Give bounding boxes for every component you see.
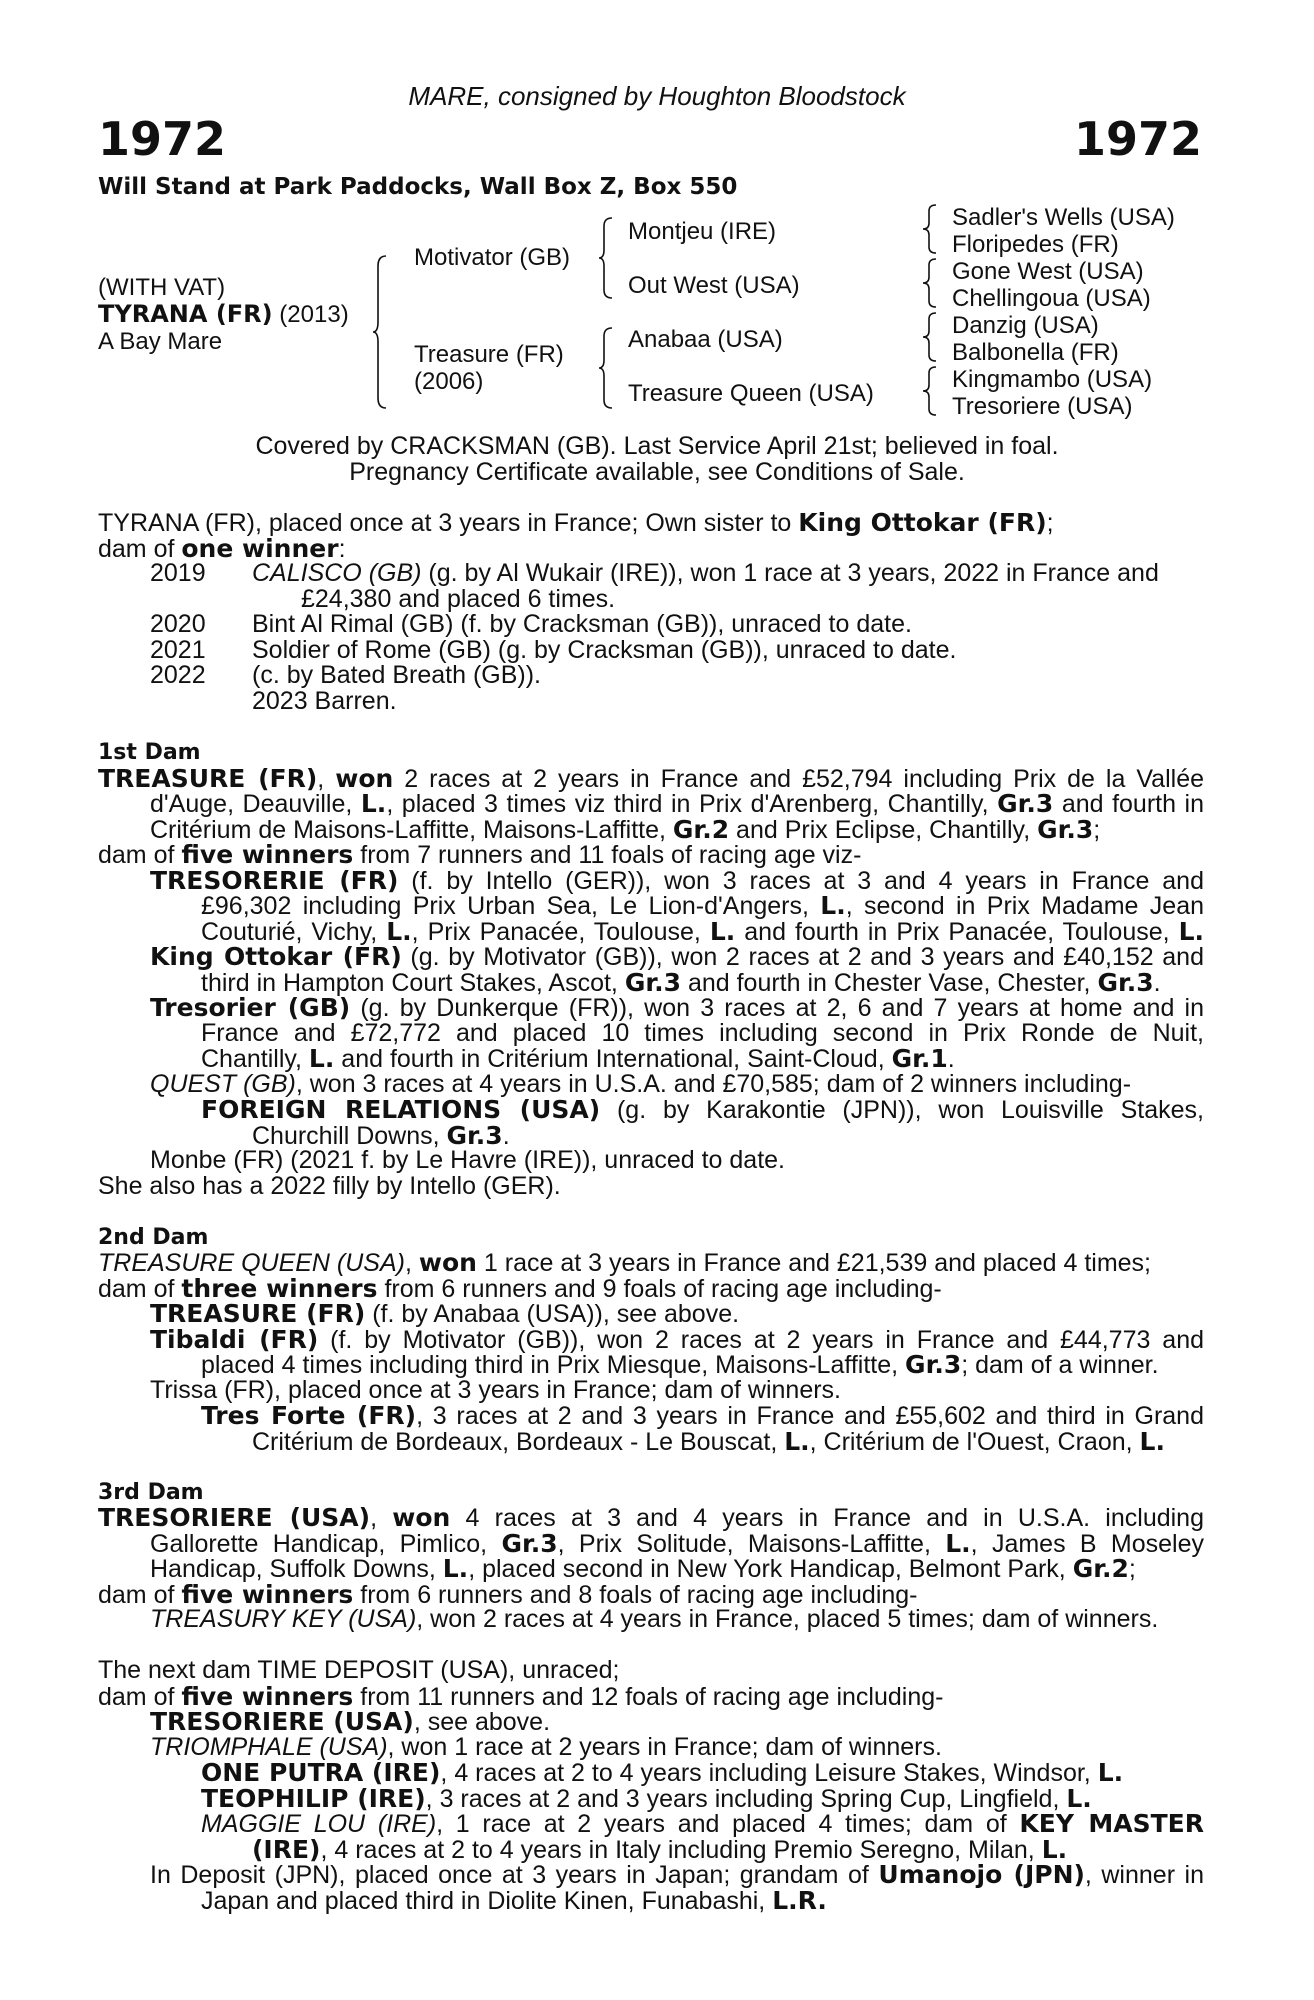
dam-sire: Anabaa (USA) — [628, 326, 783, 353]
pedigree-brace-sire — [598, 216, 614, 300]
produce-item-continued: 2023 Barren. — [252, 687, 397, 715]
horse-name: TREASURY KEY (USA) — [150, 1605, 417, 1633]
text: . — [1153, 969, 1161, 997]
text: , Prix Panacée, Toulouse, — [411, 918, 710, 946]
grade: Gr.1 — [891, 1044, 948, 1073]
horse-name: TREASURE (FR) — [150, 1299, 366, 1328]
dam-year: (2006) — [414, 368, 484, 395]
horse-name: Tresorier (GB) — [150, 993, 351, 1022]
dam1-line — [150, 791, 1204, 818]
dam3-line — [98, 1505, 1204, 1532]
grade: Gr.2 — [1072, 1554, 1129, 1583]
dam: Treasure (FR) — [414, 341, 564, 368]
text: (f. by Motivator (GB)), won 2 races at 2 years in France and £44,773 and — [318, 1326, 1205, 1354]
horse-name: Tres Forte (FR) — [201, 1401, 417, 1430]
section-heading: 2nd Dam — [98, 1225, 209, 1250]
covering-line-2: Pregnancy Certificate available, see Conditions of Sale. — [349, 457, 965, 486]
winners-count: five winners — [181, 840, 354, 869]
foal-name: CALISCO (GB) — [252, 559, 422, 587]
text: Churchill Downs, — [252, 1122, 447, 1150]
grade: L. — [945, 1529, 971, 1558]
text: third in Hampton Court Stakes, Ascot, — [201, 969, 625, 997]
text: and fourth in Critérium International, Saint-Cloud, — [334, 1045, 892, 1073]
text: , 4 races at 2 to 4 years including Leisure Stakes, Windsor, — [440, 1759, 1098, 1787]
text: dam of — [98, 1275, 182, 1303]
text: , — [317, 765, 336, 793]
text: (g. by Karakontie (JPN)), won Louisville Stakes, — [600, 1096, 1204, 1124]
grade: Gr.3 — [624, 968, 681, 997]
winners-count: five winners — [181, 1580, 354, 1609]
grade: Gr.3 — [1097, 968, 1154, 997]
text: ; — [1128, 1555, 1136, 1583]
produce-item-continued: £24,380 and placed 6 times. — [301, 585, 616, 613]
grade: L.R. — [772, 1886, 827, 1915]
text: and fourth in — [1053, 790, 1204, 818]
text: , Critérium de l'Ouest, Craon, — [809, 1428, 1140, 1456]
dam2-line — [252, 1429, 1165, 1456]
text: . — [947, 1045, 955, 1073]
sire-sire-dam: Floripedes (FR) — [952, 231, 1119, 258]
dam1-line — [201, 1046, 955, 1073]
text: and fourth in Prix Panacée, Toulouse, — [735, 918, 1179, 946]
dam1-line: France and £72,772 and placed 10 times including second in Prix Ronde de Nuit, — [201, 1019, 1204, 1047]
horse-name: Umanojo (JPN) — [878, 1860, 1085, 1889]
pedigree-brace-main — [372, 254, 388, 410]
text: Couturié, Vichy, — [201, 918, 387, 946]
text: . — [502, 1122, 510, 1150]
grade: Gr.3 — [501, 1529, 558, 1558]
text: , Prix Solitude, Maisons-Laffitte, — [557, 1530, 946, 1558]
horse-name-line — [98, 301, 349, 328]
text: Critérium de Bordeaux, Bordeaux - Le Bouscat, — [252, 1428, 785, 1456]
text: dam of — [98, 1581, 182, 1609]
dam-name: TREASURE (FR) — [98, 764, 318, 793]
foal-details: (g. by Al Wukair (IRE)), won 1 race at 3 years, 2022 in France and — [421, 559, 1159, 587]
dam-dam-sire: Kingmambo (USA) — [952, 366, 1153, 393]
text: 2 races at 2 years in France and £52,794 including Prix de la Vallée — [393, 765, 1204, 793]
produce-year: 2021 — [150, 636, 206, 664]
text: ; — [1093, 816, 1101, 844]
grade: L. — [386, 917, 412, 946]
won-label: won — [418, 1248, 477, 1277]
sibling-name: King Ottokar (FR) — [798, 508, 1047, 537]
text: (f. by Anabaa (USA)), see above. — [365, 1300, 740, 1328]
lot-number-left: 1972 — [98, 112, 227, 166]
text: , 3 races at 2 and 3 years including Spring Cup, Lingfield, — [425, 1785, 1067, 1813]
produce-item — [252, 561, 1206, 587]
stand-location: Will Stand at Park Paddocks, Wall Box Z, Box 550 — [98, 174, 738, 200]
dam1-line — [150, 944, 1204, 971]
text: , — [370, 1504, 393, 1532]
grade: Gr.2 — [672, 815, 730, 844]
nextdam-line — [201, 1811, 1204, 1838]
pedigree-brace-sd — [922, 257, 938, 309]
dam1-line — [150, 995, 1204, 1022]
text: TYRANA (FR), placed once at 3 years in France; Own sister to — [98, 509, 799, 537]
grade: L. — [1097, 1758, 1124, 1787]
text: and Prix Eclipse, Chantilly, — [729, 816, 1038, 844]
text: from 7 runners and 11 foals of racing age viz- — [353, 841, 862, 869]
winners-count: five winners — [181, 1682, 354, 1711]
nextdam-line — [150, 1735, 942, 1761]
text: , won 3 races at 4 years in U.S.A. and £70,585; dam of 2 winners including- — [295, 1070, 1132, 1098]
grade: L. — [1041, 1835, 1068, 1864]
nextdam-line — [150, 1862, 1204, 1889]
text: , placed 3 times viz third in Prix d'Arenberg, Chantilly, — [386, 790, 998, 818]
sire-dam-dam: Chellingoua (USA) — [952, 285, 1151, 312]
text: dam of — [98, 1683, 182, 1711]
grade: Gr.3 — [997, 789, 1054, 818]
sire-dam: Out West (USA) — [628, 272, 800, 299]
produce-item: (c. by Bated Breath (GB)). — [252, 661, 541, 689]
dam2-line — [150, 1327, 1204, 1354]
sire-sire-sire: Sadler's Wells (USA) — [952, 204, 1175, 231]
dam-sire-dam: Balbonella (FR) — [952, 339, 1119, 366]
nextdam-line — [201, 1760, 1123, 1787]
lot-number-right: 1972 — [1073, 112, 1202, 166]
section-heading: 1st Dam — [98, 740, 201, 765]
horse-name: Tibaldi (FR) — [150, 1325, 319, 1354]
text: , 1 race at 2 years and placed 4 times; dam of — [436, 1810, 1020, 1838]
dam3-line — [150, 1607, 1158, 1633]
grade: L. — [1178, 917, 1205, 946]
horse-name: MAGGIE LOU (IRE) — [201, 1810, 437, 1838]
section-heading: 3rd Dam — [98, 1480, 204, 1505]
dam-dam: Treasure Queen (USA) — [628, 380, 874, 407]
produce-year: 2022 — [150, 661, 206, 689]
horse-year: (2013) — [272, 301, 349, 328]
pedigree-brace-ss — [922, 203, 938, 255]
sire-dam-sire: Gone West (USA) — [952, 258, 1144, 285]
nextdam-line — [201, 1786, 1092, 1813]
grade: L. — [784, 1427, 810, 1456]
text: , James B Moseley — [970, 1530, 1205, 1558]
horse-name: TRESORERIE (FR) — [150, 866, 399, 895]
dam1-line — [150, 868, 1204, 895]
produce-year: 2019 — [150, 559, 206, 587]
text: and fourth in Chester Vase, Chester, — [681, 969, 1098, 997]
pedigree-brace-dam — [598, 326, 614, 410]
dam3-line — [150, 1531, 1204, 1558]
horse-name: FOREIGN RELATIONS (USA) — [201, 1095, 601, 1124]
text: Japan and placed third in Diolite Kinen, Funabashi, — [201, 1887, 773, 1915]
text: 1 race at 3 years in France and £21,539 and placed 4 times; — [476, 1249, 1151, 1277]
dam1-line: Monbe (FR) (2021 f. by Le Havre (IRE)), unraced to date. — [150, 1146, 785, 1174]
text: , placed second in New York Handicap, Belmont Park, — [468, 1555, 1073, 1583]
text: : — [338, 535, 346, 563]
text: , won 1 race at 2 years in France; dam of winners. — [387, 1733, 942, 1761]
text: Gallorette Handicap, Pimlico, — [150, 1530, 502, 1558]
covering-note — [0, 434, 1314, 485]
text: Chantilly, — [201, 1045, 309, 1073]
grade: L. — [820, 891, 846, 920]
text: , second in Prix Madame Jean — [845, 892, 1204, 920]
dam1-line — [98, 842, 861, 869]
horse-name: King Ottokar (FR) — [150, 942, 402, 971]
dam2-line — [201, 1352, 1159, 1379]
horse-name: KEY MASTER — [1019, 1809, 1204, 1838]
pedigree-brace-dd — [922, 365, 938, 417]
horse-name: (IRE) — [252, 1835, 321, 1864]
grade: Gr.3 — [905, 1350, 962, 1379]
dam1-line: She also has a 2022 filly by Intello (GER). — [98, 1172, 561, 1200]
horse-description: A Bay Mare — [98, 328, 223, 355]
text: (g. by Motivator (GB)), won 2 races at 2 and 3 years and £40,152 and — [401, 943, 1204, 971]
dam2-line — [150, 1301, 739, 1328]
grade: L. — [442, 1554, 469, 1583]
text: (f. by Intello (GER)), won 3 races at 3 and 4 years in France and — [398, 867, 1204, 895]
horse-name: QUEST (GB) — [150, 1070, 296, 1098]
dam3-line — [150, 1556, 1136, 1583]
produce-item: Soldier of Rome (GB) (g. by Cracksman (GB)), unraced to date. — [252, 636, 957, 664]
dam1-line — [201, 893, 1204, 920]
nextdam-line — [201, 1888, 827, 1915]
text: , 3 races at 2 and 3 years in France and £55,602 and third in Grand — [416, 1402, 1204, 1430]
grade: L. — [360, 789, 387, 818]
dam-name: TRESORIERE (USA) — [98, 1503, 371, 1532]
produce-intro-line-1 — [98, 510, 1054, 537]
horse-name: TYRANA (FR) — [98, 300, 273, 328]
text: ; dam of a winner. — [961, 1351, 1159, 1379]
dam1-line — [150, 1072, 1131, 1098]
text: , 4 races at 2 to 4 years in Italy including Premio Seregno, Milan, — [320, 1836, 1042, 1864]
text: dam of — [98, 841, 182, 869]
text: dam of — [98, 535, 182, 563]
text: In Deposit (JPN), placed once at 3 years in Japan; grandam of — [150, 1861, 879, 1889]
won-label: won — [392, 1503, 451, 1532]
produce-year: 2020 — [150, 610, 206, 638]
text: , winner in — [1084, 1861, 1204, 1889]
text: placed 4 times including third in Prix Miesque, Maisons-Laffitte, — [201, 1351, 906, 1379]
text: from 6 runners and 9 foals of racing age including- — [377, 1275, 942, 1303]
won-label: won — [335, 764, 394, 793]
grade: L. — [1066, 1784, 1092, 1813]
grade: L. — [308, 1044, 335, 1073]
text: from 6 runners and 8 foals of racing age including- — [353, 1581, 918, 1609]
dam2-line — [98, 1250, 1151, 1277]
produce-item: Bint Al Rimal (GB) (f. by Cracksman (GB)), unraced to date. — [252, 610, 912, 638]
grade: L. — [709, 917, 736, 946]
vat-note: (WITH VAT) — [98, 274, 226, 301]
horse-name: TEOPHILIP (IRE) — [201, 1784, 426, 1813]
covering-line-1: Covered by CRACKSMAN (GB). Last Service April 21st; believed in foal. — [255, 432, 1059, 460]
sire-sire: Montjeu (IRE) — [628, 218, 777, 245]
horse-name: TRESORIERE (USA) — [150, 1707, 414, 1736]
dam2-line: Trissa (FR), placed once at 3 years in France; dam of winners. — [150, 1376, 842, 1404]
consignment-subtitle: MARE, consigned by Houghton Bloodstock — [408, 81, 906, 111]
pedigree-brace-ds — [922, 311, 938, 363]
horse-name: TRIOMPHALE (USA) — [150, 1733, 388, 1761]
dam2-line — [201, 1403, 1204, 1430]
text: , — [404, 1249, 419, 1277]
text: (g. by Dunkerque (FR)), won 3 races at 2, 6 and 7 years at home and in — [350, 994, 1204, 1022]
dam-sire-sire: Danzig (USA) — [952, 312, 1099, 339]
sire: Motivator (GB) — [414, 244, 571, 271]
nextdam-line — [150, 1709, 550, 1736]
winners-count: three winners — [181, 1274, 378, 1303]
text: Handicap, Suffolk Downs, — [150, 1555, 443, 1583]
text: Critérium de Maisons-Laffitte, Maisons-Laffitte, — [150, 816, 673, 844]
text: from 11 runners and 12 foals of racing age including- — [353, 1683, 944, 1711]
winners-count: one winner — [181, 534, 339, 563]
horse-name: ONE PUTRA (IRE) — [201, 1758, 441, 1787]
grade: Gr.3 — [1037, 815, 1094, 844]
grade: L. — [1139, 1427, 1165, 1456]
text: 4 races at 3 and 4 years in France and in U.S.A. including — [450, 1504, 1204, 1532]
dam1-line — [201, 1097, 1204, 1124]
dam-dam-dam: Tresoriere (USA) — [952, 393, 1133, 420]
grade: Gr.3 — [446, 1121, 503, 1150]
text: , see above. — [413, 1708, 551, 1736]
nextdam-line: The next dam TIME DEPOSIT (USA), unraced; — [98, 1656, 620, 1684]
text: £96,302 including Prix Urban Sea, Le Lion-d'Angers, — [201, 892, 821, 920]
text: , won 2 races at 4 years in France, placed 5 times; dam of winners. — [416, 1605, 1159, 1633]
dam-name: TREASURE QUEEN (USA) — [98, 1249, 405, 1277]
text: d'Auge, Deauville, — [150, 790, 361, 818]
text: ; — [1046, 509, 1054, 537]
